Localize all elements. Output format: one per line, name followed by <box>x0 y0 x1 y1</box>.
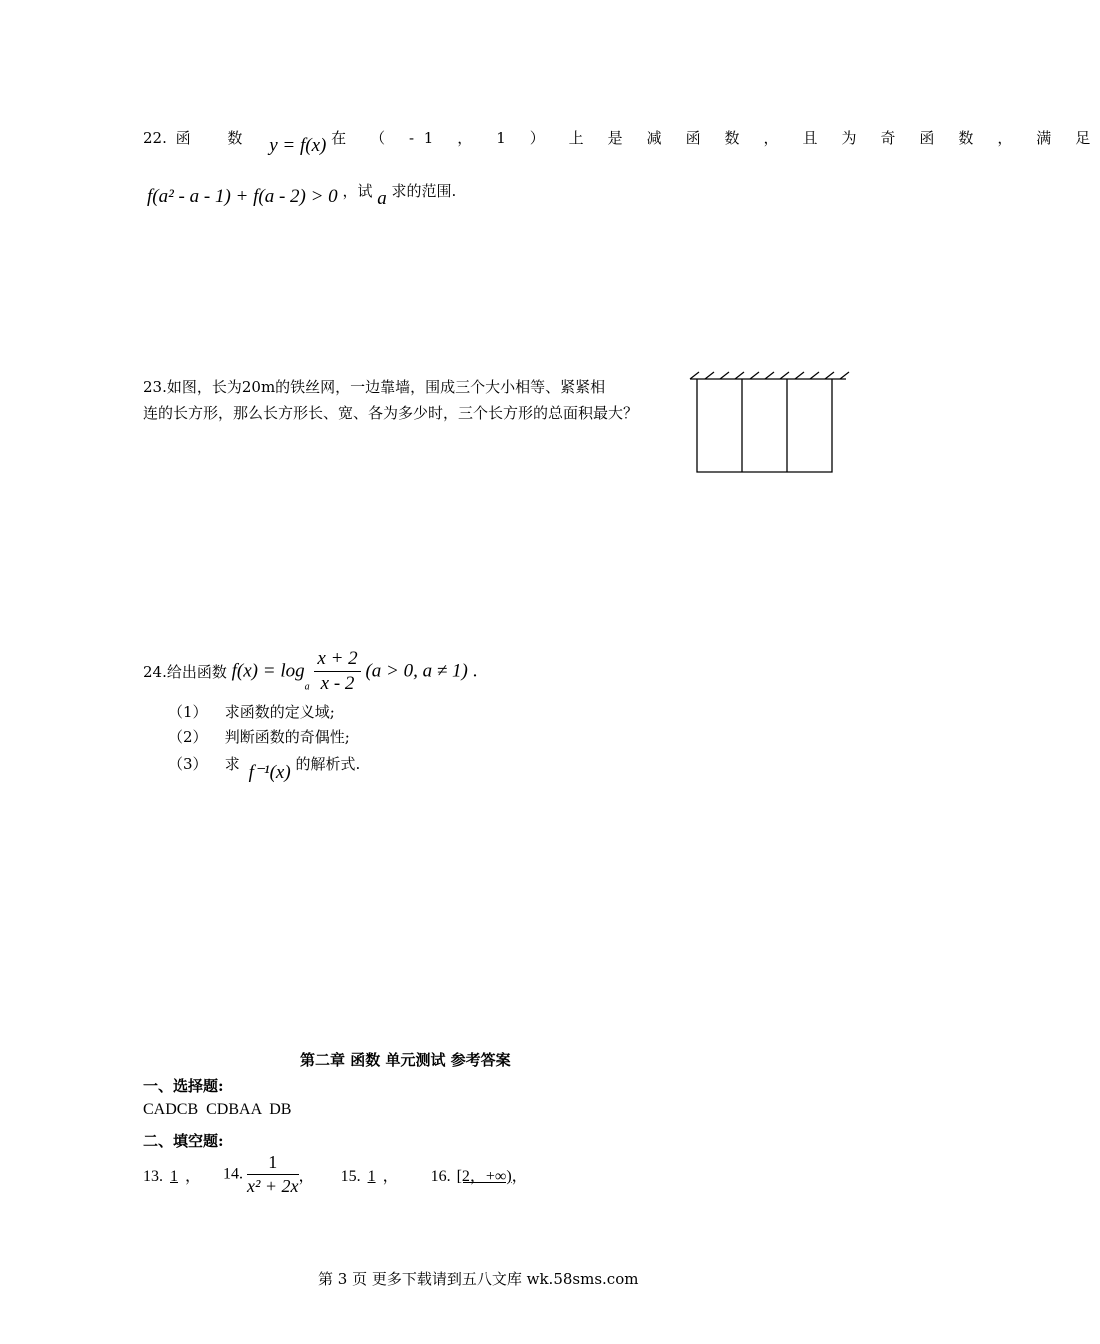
q22-inequality: f(a² - a - 1) + f(a - 2) > 0 <box>147 186 338 207</box>
a16-value: [2，+∞) <box>456 1168 512 1185</box>
q22-text-c: ，试 <box>342 182 373 200</box>
a14-den: x² + 2x <box>247 1176 299 1196</box>
part-label: （2） <box>168 728 208 746</box>
part-text: 判断函数的奇偶性; <box>224 728 350 746</box>
q22-line2 <box>147 180 457 209</box>
q22-var: a <box>377 188 387 209</box>
section-fill: 二、填空题: <box>143 1132 224 1150</box>
a14-fraction <box>247 1152 299 1197</box>
choice-answers: CADCB CDBAA DB <box>143 1101 292 1118</box>
q24-condition: (a > 0, a ≠ 1) <box>365 660 468 682</box>
q23-figure <box>686 368 850 478</box>
q24-prefix: 24.给出函数 <box>143 663 227 681</box>
q23-line1: 23.如图，长为20m的铁丝网，一边靠墙，围成三个大小相等、紧紧相 <box>143 378 606 396</box>
fill-answers <box>143 1152 528 1197</box>
section-choice: 一、选择题: <box>143 1077 224 1095</box>
a15-value: 1 <box>367 1168 376 1185</box>
a14-num: 1 <box>247 1152 299 1175</box>
q24-numerator: x + 2 <box>314 648 360 672</box>
q24-fraction <box>314 648 360 695</box>
q22-text-d: 求的范围. <box>391 182 457 200</box>
q24-part-3 <box>168 752 361 783</box>
q24-end: . <box>472 660 478 682</box>
a16: 16. [2，+∞)， <box>430 1168 528 1185</box>
a13-value: 1 <box>170 1168 178 1185</box>
q24-function-lhs: f(x) = log <box>231 660 305 682</box>
part-expr: f⁻¹(x) <box>248 762 291 783</box>
q23-line2: 连的长方形，那么长方形长、宽、各为多少时，三个长方形的总面积最大？ <box>143 404 639 422</box>
part-after: 的解析式. <box>295 755 361 773</box>
q22-number: 22. <box>143 129 167 147</box>
q24-line <box>143 648 477 695</box>
answers-title: 第二章 函数 单元测试 参考答案 <box>300 1051 511 1069</box>
q24-part-1 <box>168 701 335 722</box>
page-footer: 第 3 页 更多下载请到五八文库 wk.58sms.com <box>318 1270 639 1288</box>
part-label: （1） <box>168 703 208 721</box>
q22-text-a: 函 数 <box>175 129 259 147</box>
q22-text-b: 在 （ -1 ， 1 ） 上 是 减 函 数 ， 且 为 奇 函 数 ， 满 足 <box>331 129 1100 147</box>
q22-function: y = f(x) <box>269 135 327 156</box>
a15: 15. 1 ， <box>340 1168 399 1185</box>
a14: 14. $\frac{1}{\text{x² + 2x}}$ ， <box>223 1152 315 1196</box>
wall-hatching <box>690 372 849 379</box>
q24-part-2 <box>168 726 350 747</box>
part-label: （3） <box>168 755 208 773</box>
q24-log-base: a <box>304 681 310 693</box>
q24-denominator: x - 2 <box>320 673 355 694</box>
part-text: 求函数的定义域; <box>224 703 335 721</box>
q22-line1 <box>143 127 1100 156</box>
fence-rectangles <box>697 379 832 472</box>
a13: 13. 1 ， <box>143 1168 202 1185</box>
part-text: 求 <box>224 755 240 773</box>
